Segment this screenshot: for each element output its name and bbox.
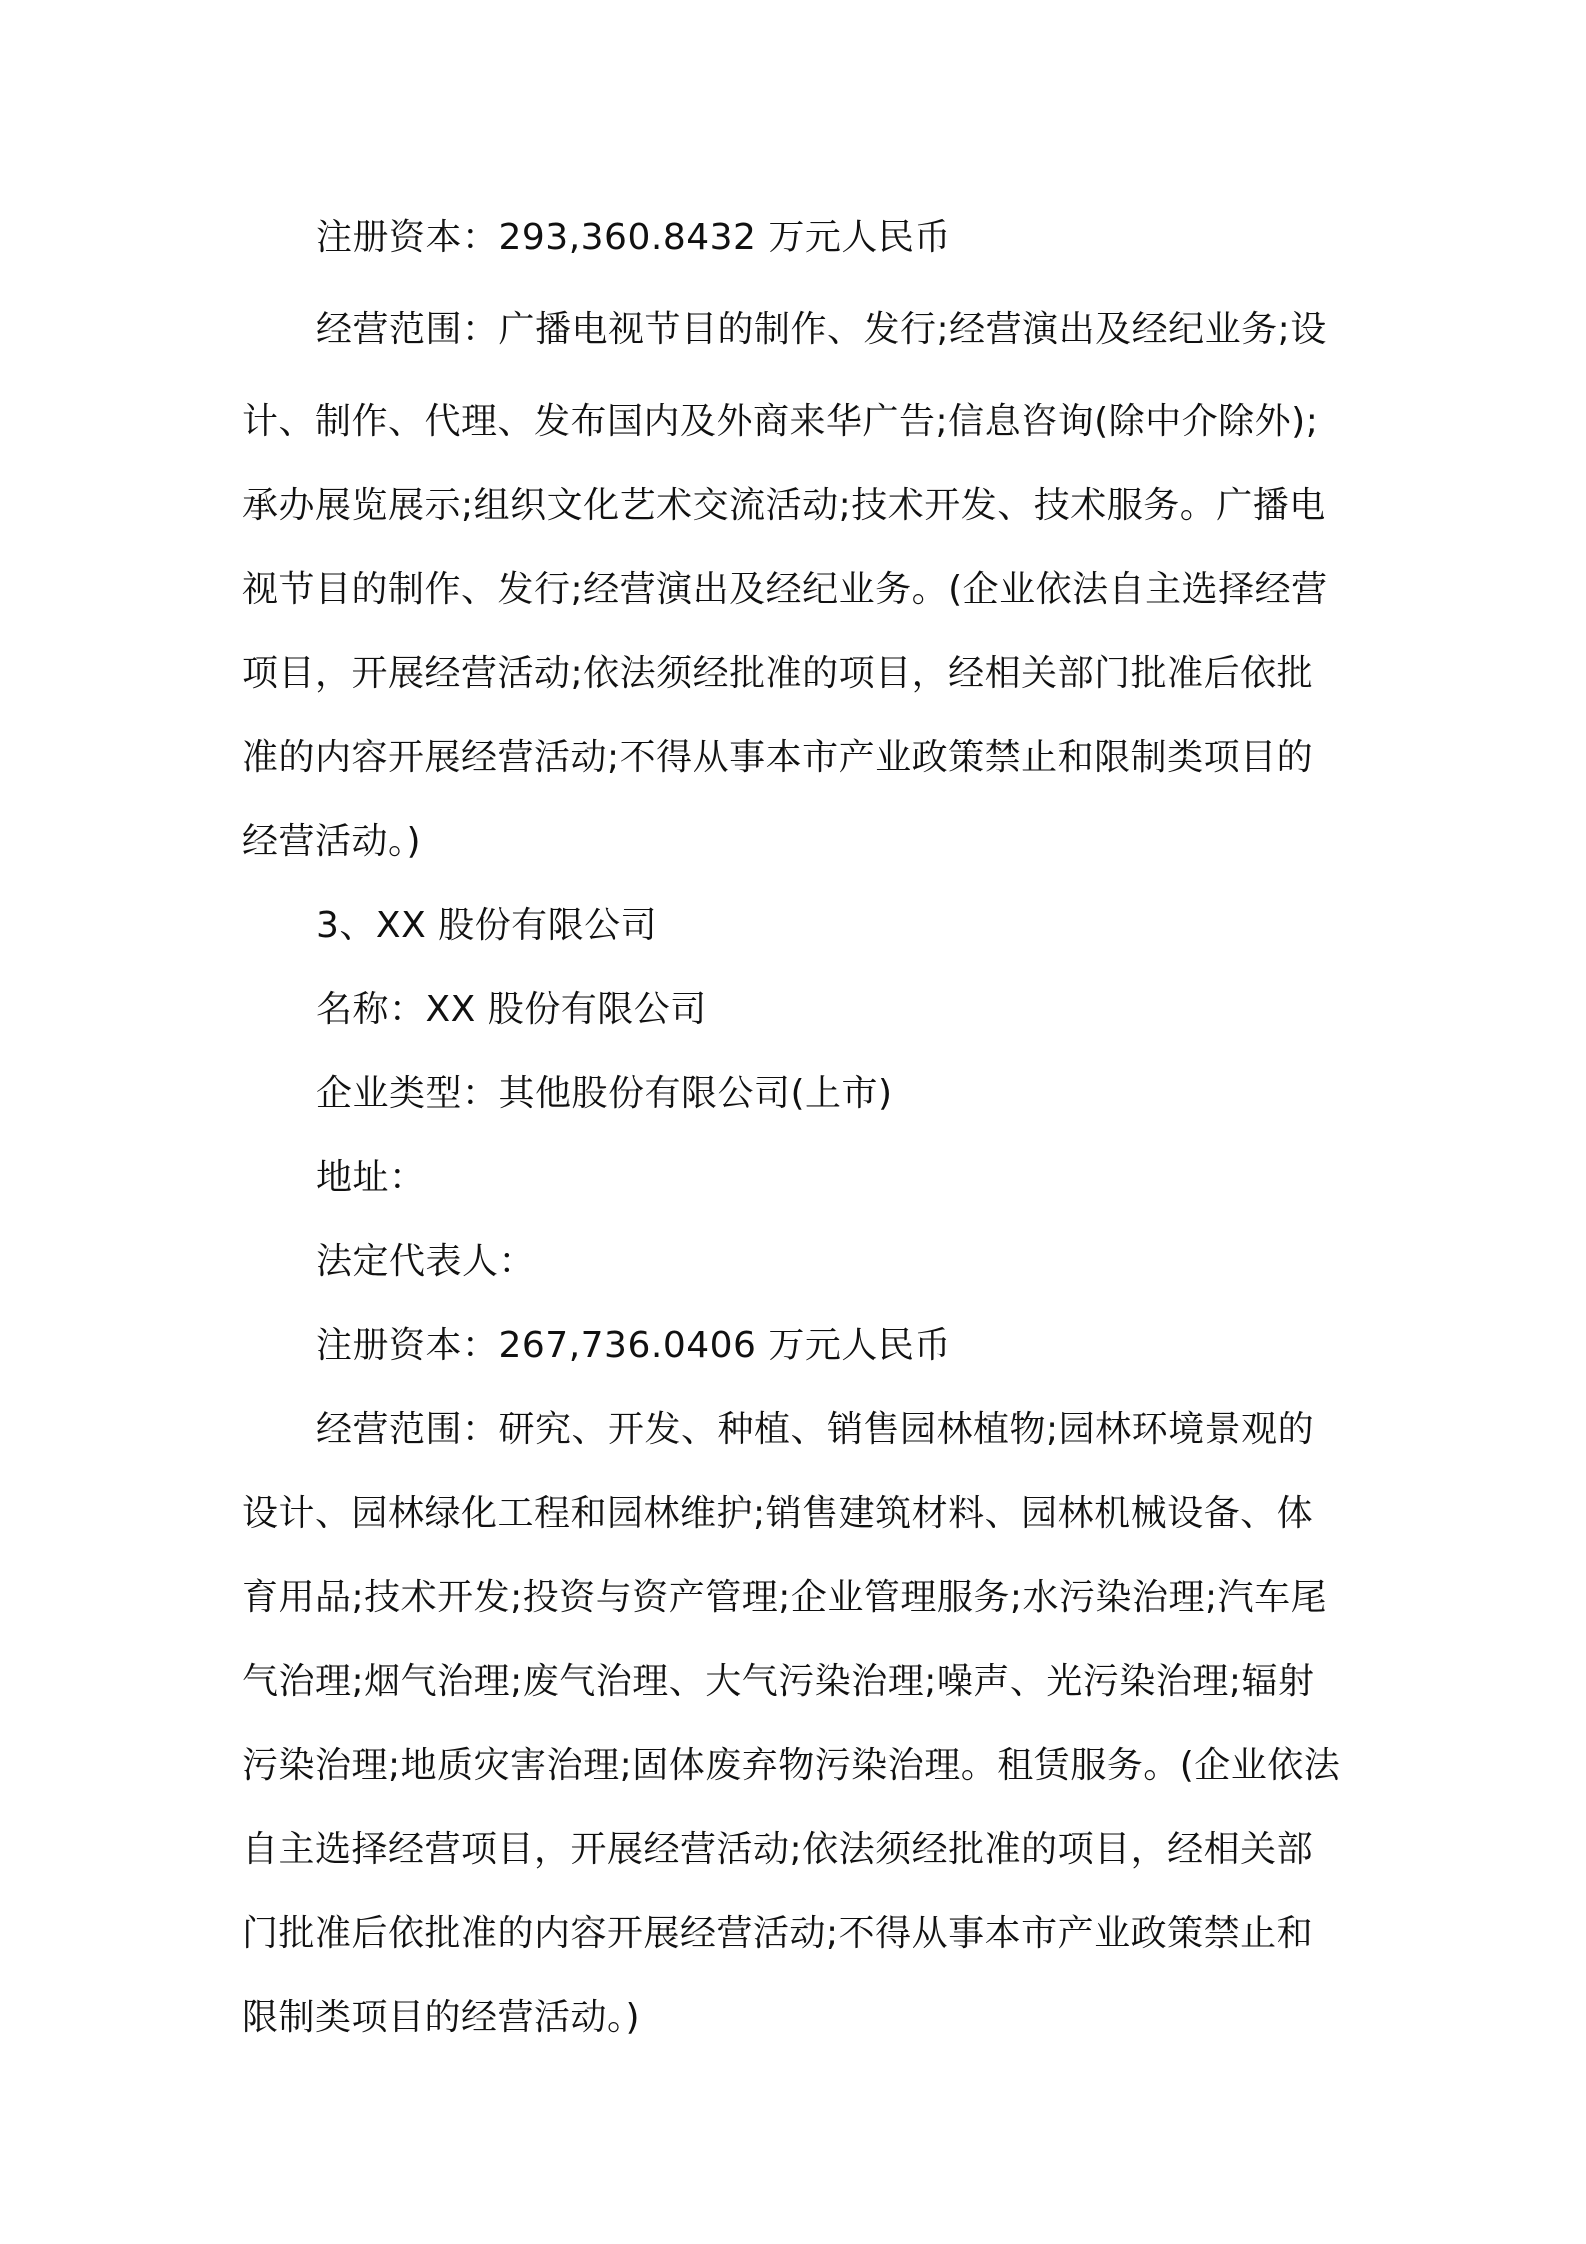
business-scope-2-line-3: 育用品;技术开发;投资与资产管理;企业管理服务;水污染治理;汽车尾 bbox=[242, 1577, 1328, 1618]
business-scope-2-line-8: 限制类项目的经营活动。) bbox=[242, 1997, 641, 2038]
business-scope-line-2: 计、制作、代理、发布国内及外商来华广告;信息咨询(除中介除外); bbox=[242, 401, 1319, 442]
business-scope-2-line-6: 自主选择经营项目，开展经营活动;依法须经批准的项目，经相关部 bbox=[242, 1829, 1314, 1870]
document-body bbox=[242, 196, 1352, 2060]
business-scope-line-3: 承办展览展示;组织文化艺术交流活动;技术开发、技术服务。广播电 bbox=[242, 485, 1326, 526]
address-line: 地址： bbox=[316, 1157, 426, 1198]
business-scope-2-line-7: 门批准后依批准的内容开展经营活动;不得从事本市产业政策禁止和 bbox=[242, 1913, 1314, 1954]
legal-representative-line: 法定代表人： bbox=[316, 1241, 536, 1282]
registered-capital-line-2: 注册资本：267,736.0406 万元人民币 bbox=[316, 1325, 951, 1366]
company-heading: 3、XX 股份有限公司 bbox=[316, 905, 658, 946]
company-name-line: 名称：XX 股份有限公司 bbox=[316, 989, 707, 1030]
business-scope-line-6: 准的内容开展经营活动;不得从事本市产业政策禁止和限制类项目的 bbox=[242, 737, 1314, 778]
business-scope-line-4: 视节目的制作、发行;经营演出及经纪业务。(企业依法自主选择经营 bbox=[242, 569, 1328, 610]
business-scope-2-line-2: 设计、园林绿化工程和园林维护;销售建筑材料、园林机械设备、体 bbox=[242, 1493, 1314, 1534]
company-type-line: 企业类型：其他股份有限公司(上市) bbox=[316, 1073, 893, 1114]
business-scope-line-1: 经营范围：广播电视节目的制作、发行;经营演出及经纪业务;设 bbox=[316, 309, 1327, 350]
business-scope-line-7: 经营活动。) bbox=[242, 821, 422, 862]
business-scope-2-line-5: 污染治理;地质灾害治理;固体废弃物污染治理。租赁服务。(企业依法 bbox=[242, 1745, 1341, 1786]
business-scope-line-5: 项目，开展经营活动;依法须经批准的项目，经相关部门批准后依批 bbox=[242, 653, 1314, 694]
business-scope-2-line-1: 经营范围：研究、开发、种植、销售园林植物;园林环境景观的 bbox=[316, 1409, 1315, 1450]
business-scope-2-line-4: 气治理;烟气治理;废气治理、大气污染治理;噪声、光污染治理;辐射 bbox=[242, 1661, 1315, 1702]
registered-capital-line-1: 注册资本：293,360.8432 万元人民币 bbox=[316, 217, 951, 258]
